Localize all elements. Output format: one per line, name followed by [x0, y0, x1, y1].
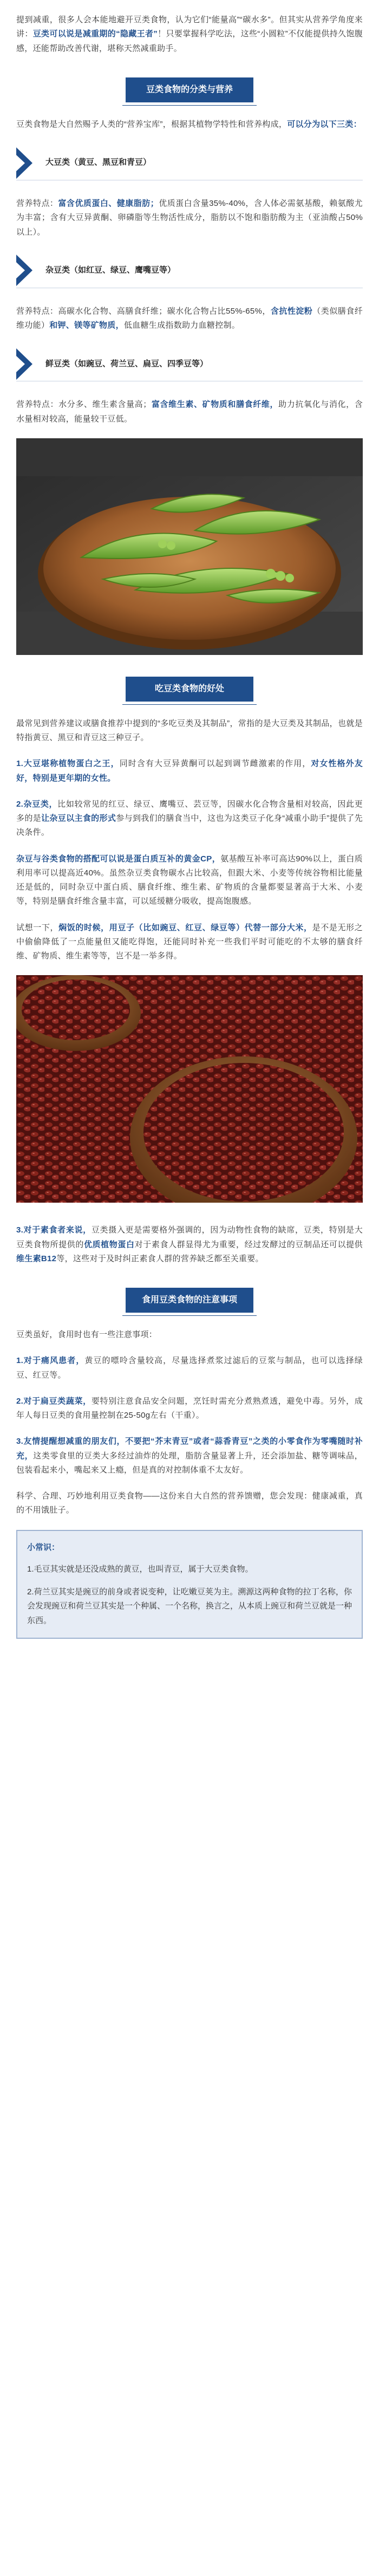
nutrition-label: 营养特点： [16, 199, 58, 208]
tips-item: 2.荷兰豆其实是豌豆的前身或者说变种，让吃嫩豆荚为主。溯源这两种食物的拉丁名称，你会发现豌豆和荷兰豆其实是一个种属、一个名称，换言之，从本质上豌豆和荷兰豆就是一种东西。 [27, 1587, 352, 1625]
mixed-beans-description [16, 304, 363, 333]
tips-item: 1.毛豆其实就是还没成熟的黄豆，也叫青豆，属于大豆类食物。 [27, 1564, 253, 1574]
point-emphasis: 对女性格外友好，特别是更年期的女性。 [16, 759, 363, 783]
point-emphasis: 焖饭的时候，用豆子（比如豌豆、红豆、绿豆等）代替一部分大米， [58, 923, 312, 932]
tip-heading: 3.友情提醒想减重的朋友们，不要把“芥末青豆”或者“蒜香青豆”之类的小零食作为零嘴随时补充， [16, 1437, 363, 1461]
benefit-mixed-beans [16, 797, 363, 840]
nutrition-text: 低血糖生成指数助力血糖控制。 [123, 321, 240, 330]
tip-text: 黄豆的嘌呤含量较高，尽量选择煮浆过滤后的豆浆与制品，也可以选择绿豆、红豆等。 [16, 1356, 363, 1380]
precautions-intro: 豆类虽好，食用时也有一些注意事项： [16, 1330, 158, 1339]
nutrition-emphasis: 富含优质蛋白、健康脂肪； [58, 199, 159, 208]
section-title-precautions: 食用豆类食物的注意事项 [126, 1288, 253, 1313]
intro-text: 提到减重，很多人会本能地避开豆类食物，认为它们“能量高”“碳水多”。但其实从营养学角度来讲： [16, 15, 363, 39]
soybeans-description [16, 197, 363, 239]
point-heading: 2.杂豆类， [16, 799, 58, 809]
intro-text-end: ！只要掌握科学吃法，这些“小圆粒”不仅能提供持久饱腹感，还能帮助改善代谢，堪称天然减重助手。 [16, 29, 363, 53]
nutrition-emphasis: 含抗性淀粉 [270, 306, 313, 316]
tip-text: 这类零食里的豆类大多经过油炸的处理，脂肪含量显著上升，还会添加盐、糖等调味品，包装看起来小，嘴起来又上瘾，但是真的对控制体重不太友好。 [16, 1451, 363, 1475]
point-text: 比如较常见的红豆、绿豆、鹰嘴豆、芸豆等，因碳水化合物含量相对较高，因此更多的是 [16, 799, 363, 823]
tip-heading: 1.对于痛风患者， [16, 1356, 85, 1366]
intro-paragraph [16, 13, 363, 56]
tip-heading: 2.对于扁豆类蔬菜， [16, 1396, 92, 1406]
tip-snacks [16, 1435, 363, 1477]
nutrition-text: 助力抗氧化与消化，含水量相对较高，能量较干豆低。 [16, 400, 363, 424]
benefit-cooking-tip [16, 921, 363, 964]
point-emphasis: 杂豆与谷类食物的搭配可以说是蛋白质互补的黄金CP， [16, 854, 221, 864]
point-text: 试想一下， [16, 923, 59, 932]
subhead-label: 杂豆类（如红豆、绿豆、鹰嘴豆等） [45, 265, 176, 275]
section1-intro-emphasis: 可以分为以下三类： [287, 119, 362, 129]
fresh-beans-description [16, 398, 363, 426]
nutrition-emphasis: 和钾、镁等矿物质， [49, 321, 124, 330]
subhead-fresh-beans [16, 347, 363, 381]
point-text: 对于素食人群显得尤为重要，经过发酵过的豆制品还可以提供 [134, 1240, 363, 1249]
section1-intro [16, 118, 363, 132]
tips-title: 小常识： [27, 1542, 60, 1552]
chevron-right-icon [16, 348, 36, 380]
tip-gout [16, 1354, 363, 1383]
nutrition-text: 优质蛋白含量35%-40%，含人体必需氨基酸，赖氨酸尤为丰富；含有大豆异黄酮、卵磷脂等生物活性成分，脂肪以不饱和脂肪酸为主（亚油酸占50%以上）。 [16, 199, 363, 237]
point-text: 等，这些对于及时纠正素食人群的营养缺乏都至关重要。 [56, 1254, 264, 1263]
point-text: 氨基酸互补率可高达90%以上，蛋白质利用率可以提高近40%。虽然杂豆类食物碳水占比较高，但跟大米、小麦等传统谷物相比能量还是低的，同时杂豆中蛋白质、膳食纤维、维生素、矿物质的含量都要显著高于大米、小麦等，特别是膳食纤维含量丰富，可以延缓糖分吸收，提高饱腹感。 [16, 854, 363, 906]
benefit-soy-protein [16, 757, 363, 786]
tips-box [16, 1530, 363, 1639]
benefit-protein-complement [16, 852, 363, 909]
point-emphasis: 让杂豆以主食的形式 [41, 814, 116, 823]
subhead-soybeans [16, 146, 363, 180]
red-beans-photo [16, 975, 363, 1203]
snow-peas-photo [16, 438, 363, 655]
subhead-mixed-beans [16, 254, 363, 288]
point-text: 是不是无形之中偷偷降低了一点能量但又能吃得饱，还能同时补充一些我们平时可能吃的不太够的膳食纤维、矿物质、维生素等等，岂不是一举多得。 [16, 923, 363, 961]
nutrition-text: 营养特点：高碳水化合物、高膳食纤维；碳水化合物占比55%-65%， [16, 306, 271, 316]
point-emphasis: 维生素B12 [16, 1254, 57, 1263]
section-title-benefits: 吃豆类食物的好处 [126, 677, 253, 702]
nutrition-emphasis: 富含维生素、矿物质和膳食纤维， [151, 400, 279, 410]
benefits-intro: 最常见到营养建议或膳食推荐中提到的“多吃豆类及其制品”，常指的是大豆类及其制品，也就是特指黄豆、黑豆和青豆这三种豆子。 [16, 718, 363, 742]
point-text: 豆类摄入更是需要格外强调的，因为动物性食物的缺席，豆类，特别是大豆类食物所提供的 [16, 1225, 363, 1249]
closing-paragraph: 科学、合理、巧妙地利用豆类食物——这份来自大自然的营养馈赠，您会发现：健康减重，真的不用饿肚子。 [16, 1491, 363, 1515]
point-text: 参与到我们的膳食当中，这也为这类豆子化身“减重小助手”提供了先决条件。 [16, 814, 363, 838]
point-emphasis: 优质植物蛋白 [83, 1240, 135, 1249]
nutrition-text: （类似膳食纤维功能） [16, 306, 363, 330]
intro-emphasis: 豆类可以说是减重期的“隐藏王者” [32, 29, 158, 39]
subhead-label: 鲜豆类（如豌豆、荷兰豆、扁豆、四季豆等） [45, 359, 208, 368]
point-heading: 1.大豆堪称植物蛋白之王， [16, 759, 120, 769]
nutrition-text: 营养特点：水分多、维生素含量高； [16, 400, 152, 410]
tip-bean-vegetables [16, 1394, 363, 1423]
section-title-classification: 豆类食物的分类与营养 [126, 77, 253, 102]
point-heading: 3.对于素食者来说， [16, 1225, 92, 1235]
tip-text: 要特别注意食品安全问题，烹饪时需充分煮熟煮透，避免中毒。另外，成年人每日豆类的食用量控制在25-50g左右（干重）。 [16, 1396, 363, 1420]
benefit-vegetarians [16, 1223, 363, 1266]
point-text: 同时含有大豆异黄酮可以起到调节雌激素的作用， [119, 759, 311, 769]
subhead-label: 大豆类（黄豆、黑豆和青豆） [45, 158, 152, 167]
chevron-right-icon [16, 147, 36, 179]
chevron-right-icon [16, 254, 36, 287]
section1-intro-text: 豆类食物是大自然赐予人类的“营养宝库”，根据其植物学特性和营养构成， [16, 119, 287, 129]
